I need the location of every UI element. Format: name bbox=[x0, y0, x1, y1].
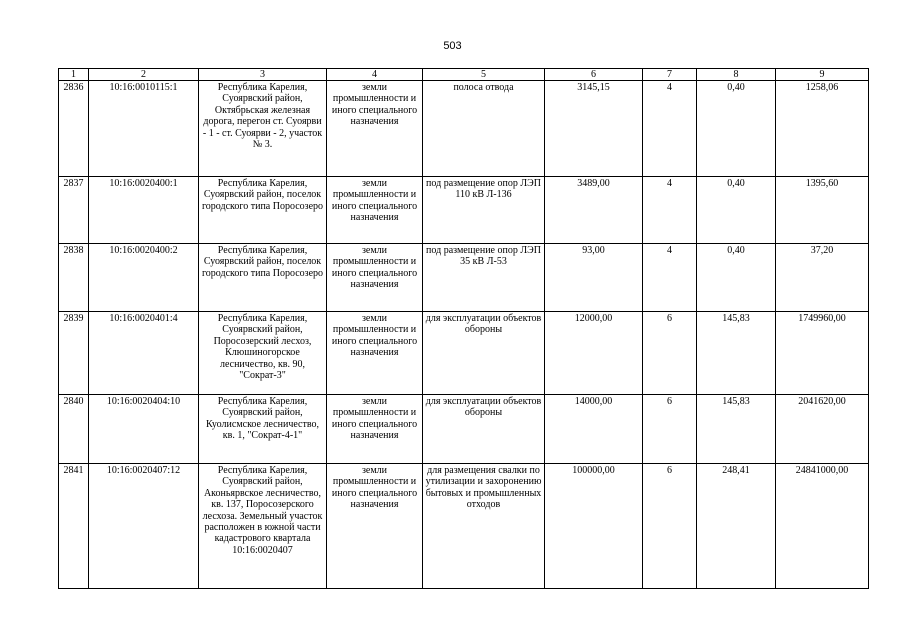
group: 4 bbox=[643, 244, 697, 312]
cadastral-value: 2041620,00 bbox=[776, 395, 869, 464]
location: Республика Карелия, Суоярвский район, поселок городского типа Поросозеро bbox=[199, 177, 327, 244]
area: 93,00 bbox=[545, 244, 643, 312]
column-header: 6 bbox=[545, 69, 643, 81]
group: 4 bbox=[643, 177, 697, 244]
row-number: 2838 bbox=[59, 244, 89, 312]
row-number: 2841 bbox=[59, 464, 89, 589]
location: Республика Карелия, Суоярвский район, Аконьярвское лесничество, кв. 137, Поросозерского лесхоза. Земельный участок расположен в южной части кадастрового квартала 10:16:0020407 bbox=[199, 464, 327, 589]
cadastral-number: 10:16:0010115:1 bbox=[89, 81, 199, 177]
area: 100000,00 bbox=[545, 464, 643, 589]
land-registry-table bbox=[58, 68, 869, 589]
column-header: 2 bbox=[89, 69, 199, 81]
permitted-use: под размещение опор ЛЭП 110 кВ Л-136 bbox=[423, 177, 545, 244]
rate: 0,40 bbox=[697, 177, 776, 244]
permitted-use: для размещения свалки по утилизации и захоронению бытовых и промышленных отходов bbox=[423, 464, 545, 589]
cadastral-number: 10:16:0020400:2 bbox=[89, 244, 199, 312]
group: 4 bbox=[643, 81, 697, 177]
area: 3145,15 bbox=[545, 81, 643, 177]
rate: 248,41 bbox=[697, 464, 776, 589]
page-number: 503 bbox=[443, 40, 462, 52]
cadastral-value: 1749960,00 bbox=[776, 312, 869, 395]
column-header: 7 bbox=[643, 69, 697, 81]
permitted-use: под размещение опор ЛЭП 35 кВ Л-53 bbox=[423, 244, 545, 312]
area: 3489,00 bbox=[545, 177, 643, 244]
cadastral-number: 10:16:0020400:1 bbox=[89, 177, 199, 244]
cadastral-number: 10:16:0020404:10 bbox=[89, 395, 199, 464]
area: 12000,00 bbox=[545, 312, 643, 395]
table-row bbox=[59, 464, 869, 589]
row-number: 2837 bbox=[59, 177, 89, 244]
rate: 0,40 bbox=[697, 244, 776, 312]
land-category: земли промышленности и иного специального назначения bbox=[327, 464, 423, 589]
table-row bbox=[59, 244, 869, 312]
table-row bbox=[59, 395, 869, 464]
cadastral-number: 10:16:0020407:12 bbox=[89, 464, 199, 589]
location: Республика Карелия, Суоярвский район, Октябрьская железная дорога, перегон ст. Суоярви - 1 - ст. Суоярви - 2, участок № 3. bbox=[199, 81, 327, 177]
column-header: 3 bbox=[199, 69, 327, 81]
column-header: 5 bbox=[423, 69, 545, 81]
column-header: 4 bbox=[327, 69, 423, 81]
permitted-use: для эксплуатации объектов обороны bbox=[423, 395, 545, 464]
land-category: земли промышленности и иного специального назначения bbox=[327, 395, 423, 464]
permitted-use: для эксплуатации объектов обороны bbox=[423, 312, 545, 395]
cadastral-value: 1258,06 bbox=[776, 81, 869, 177]
row-number: 2839 bbox=[59, 312, 89, 395]
column-header: 8 bbox=[697, 69, 776, 81]
land-category: земли промышленности и иного специального назначения bbox=[327, 312, 423, 395]
column-header: 1 bbox=[59, 69, 89, 81]
cadastral-number: 10:16:0020401:4 bbox=[89, 312, 199, 395]
location: Республика Карелия, Суоярвский район, поселок городского типа Поросозеро bbox=[199, 244, 327, 312]
column-header: 9 bbox=[776, 69, 869, 81]
land-category: земли промышленности и иного специального назначения bbox=[327, 81, 423, 177]
rate: 145,83 bbox=[697, 395, 776, 464]
group: 6 bbox=[643, 395, 697, 464]
table-row bbox=[59, 177, 869, 244]
table-header-row bbox=[59, 69, 869, 81]
rate: 145,83 bbox=[697, 312, 776, 395]
cadastral-value: 24841000,00 bbox=[776, 464, 869, 589]
cadastral-value: 37,20 bbox=[776, 244, 869, 312]
row-number: 2836 bbox=[59, 81, 89, 177]
rate: 0,40 bbox=[697, 81, 776, 177]
table-row bbox=[59, 312, 869, 395]
table-row bbox=[59, 81, 869, 177]
land-category: земли промышленности и иного специального назначения bbox=[327, 244, 423, 312]
row-number: 2840 bbox=[59, 395, 89, 464]
group: 6 bbox=[643, 312, 697, 395]
location: Республика Карелия, Суоярвский район, Куолисмское лесничество, кв. 1, "Сократ-4-1" bbox=[199, 395, 327, 464]
cadastral-value: 1395,60 bbox=[776, 177, 869, 244]
area: 14000,00 bbox=[545, 395, 643, 464]
land-category: земли промышленности и иного специального назначения bbox=[327, 177, 423, 244]
permitted-use: полоса отвода bbox=[423, 81, 545, 177]
location: Республика Карелия, Суоярвский район, Поросозерский лесхоз, Клюшиногорское лесничество, кв. 90, "Сократ-3" bbox=[199, 312, 327, 395]
group: 6 bbox=[643, 464, 697, 589]
